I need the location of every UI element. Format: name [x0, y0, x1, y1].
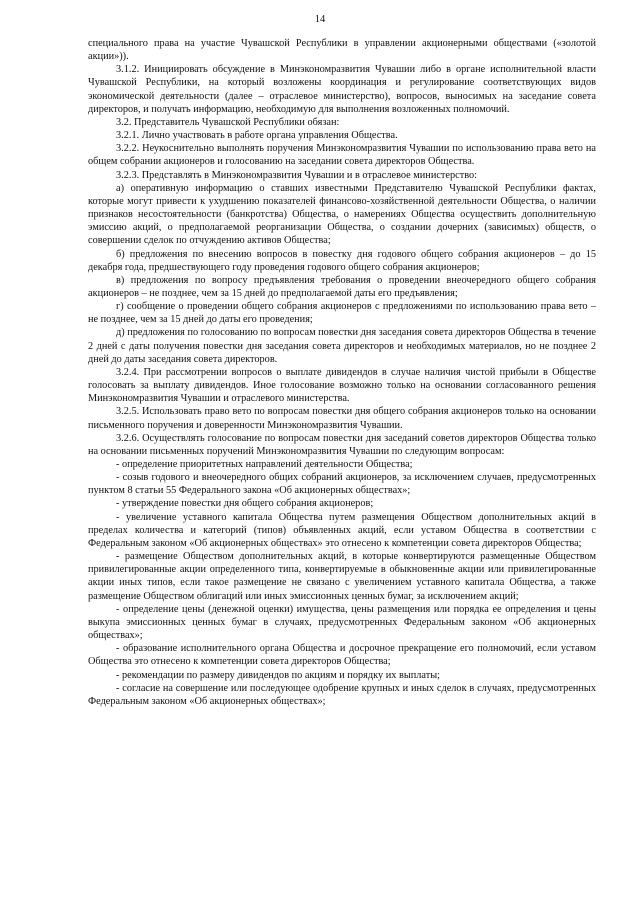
- page-number: 14: [314, 14, 326, 25]
- paragraph: - размещение Обществом дополнительных акций, в которые конвертируются размещенные Обществом привилегированные акции определенного типа, конвертируемые в обыкновенные акции или привилегированные акции иных типов, если такое размещение не связано с увеличением уставного капитала Общества, а также размещение Обществом облигаций или иных эмиссионных ценных бумаг, за исключением акций;: [88, 551, 596, 602]
- paragraph: г) сообщение о проведении общего собрания акционеров с предложениями по использованию права вето – не позднее, чем за 15 дней до даты его проведения;: [88, 301, 596, 326]
- paragraph: - созыв годового и внеочередного общих собраний акционеров, за исключением случаев, предусмотренных пунктом 8 статьи 55 Федерального закона «Об акционерных обществах»;: [88, 472, 596, 497]
- paragraph: - рекомендации по размеру дивидендов по акциям и порядку их выплаты;: [116, 669, 440, 681]
- paragraph: б) предложения по внесению вопросов в повестку дня годового общего собрания акционеров – до 15 декабря года, предшествующего году проведения годового общего собрания акционеров;: [88, 248, 596, 273]
- paragraph: 3.2.6. Осуществлять голосование по вопросам повестки дня заседаний советов директоров Общества только на основании письменных поручений Минэкономразвития Чувашии по следующим вопросам:: [88, 432, 596, 457]
- paragraph: - определение приоритетных направлений деятельности Общества;: [116, 459, 413, 470]
- paragraph: в) предложения по вопросу предъявления требования о проведении внеочередного общего собрания акционеров – не позднее, чем за 15 дней до предполагаемой даты его предъявления;: [88, 274, 596, 299]
- paragraph: - утверждение повестки дня общего собрания акционеров;: [116, 498, 374, 510]
- document-body: [88, 37, 596, 708]
- paragraph: 3.2.2. Неукоснительно выполнять поручения Минэкономразвития Чувашии по использованию права вето на общем собрании акционеров и голосованию на заседании совета директоров Общества.: [88, 143, 596, 168]
- paragraph: а) оперативную информацию о ставших известными Представителю Чувашской Республики фактах, которые могут привести к ухудшению показателей финансово-хозяйственной деятельности Общества, о наличии признаков несостоятельности (банкротства) Общества, о намерениях Общества осуществить дополнительную эмиссию акций, о предполагаемой реорганизации Общества, о создании дочерних (зависимых) обществ, о совершении сделок по отчуждению активов Общества;: [88, 182, 596, 247]
- paragraph: 3.2. Представитель Чувашской Республики обязан:: [116, 116, 340, 128]
- paragraph: - образование исполнительного органа Общества и досрочное прекращение его полномочий, если уставом Общества это отнесено к компетенции совета директоров Общества;: [88, 643, 596, 668]
- paragraph: 3.1.2. Инициировать обсуждение в Минэкономразвития Чувашии либо в органе исполнительной власти Чувашской Республики, на который возложены координация и регулирование соответствующих видов экономической деятельности (далее – отраслевое министерство), вопросов, выносимых на заседание совета директоров, и получать информацию, необходимую для выполнения возложенных полномочий.: [88, 64, 596, 115]
- paragraph: - согласие на совершение или последующее одобрение крупных и иных сделок в случаях, предусмотренных Федеральным законом «Об акционерных обществах»;: [88, 682, 596, 707]
- paragraph: - увеличение уставного капитала Общества путем размещения Обществом дополнительных акций в пределах количества и категорий (типов) объявленных акций, если уставом Общества в соответствии с Федеральным законом «Об акционерных обществах» это отнесено к компетенции совета директоров Общества;: [88, 511, 596, 549]
- paragraph: д) предложения по голосованию по вопросам повестки дня заседания совета директоров Общества в течение 2 дней с даты получения повестки дня заседания совета директоров и необходимых материалов, но не позднее 2 дней до даты заседания совета директоров.: [88, 327, 596, 365]
- paragraph: 3.2.5. Использовать право вето по вопросам повестки дня общего собрания акционеров только на основании письменного поручения и доверенности Минэкономразвития Чувашии.: [88, 406, 596, 431]
- paragraph: 3.2.1. Лично участвовать в работе органа управления Общества.: [116, 130, 398, 142]
- paragraph: - определение цены (денежной оценки) имущества, цены размещения или порядка ее определения и цены выкупа эмиссионных ценных бумаг в случаях, предусмотренных Федеральным законом «Об акционерных обществах»;: [88, 603, 596, 642]
- paragraph: 3.2.4. При рассмотрении вопросов о выплате дивидендов в случае наличия чистой прибыли в Обществе голосовать за выплату дивидендов. Иное голосование возможно только на основании согласованного решения Минэкономразвития Чувашии и отраслевого министерства.: [88, 366, 596, 405]
- paragraph: 3.2.3. Представлять в Минэкономразвития Чувашии и в отраслевое министерство:: [116, 169, 477, 181]
- paragraph: специального права на участие Чувашской Республики в управлении акционерными обществами («золотой акции»)).: [88, 38, 596, 63]
